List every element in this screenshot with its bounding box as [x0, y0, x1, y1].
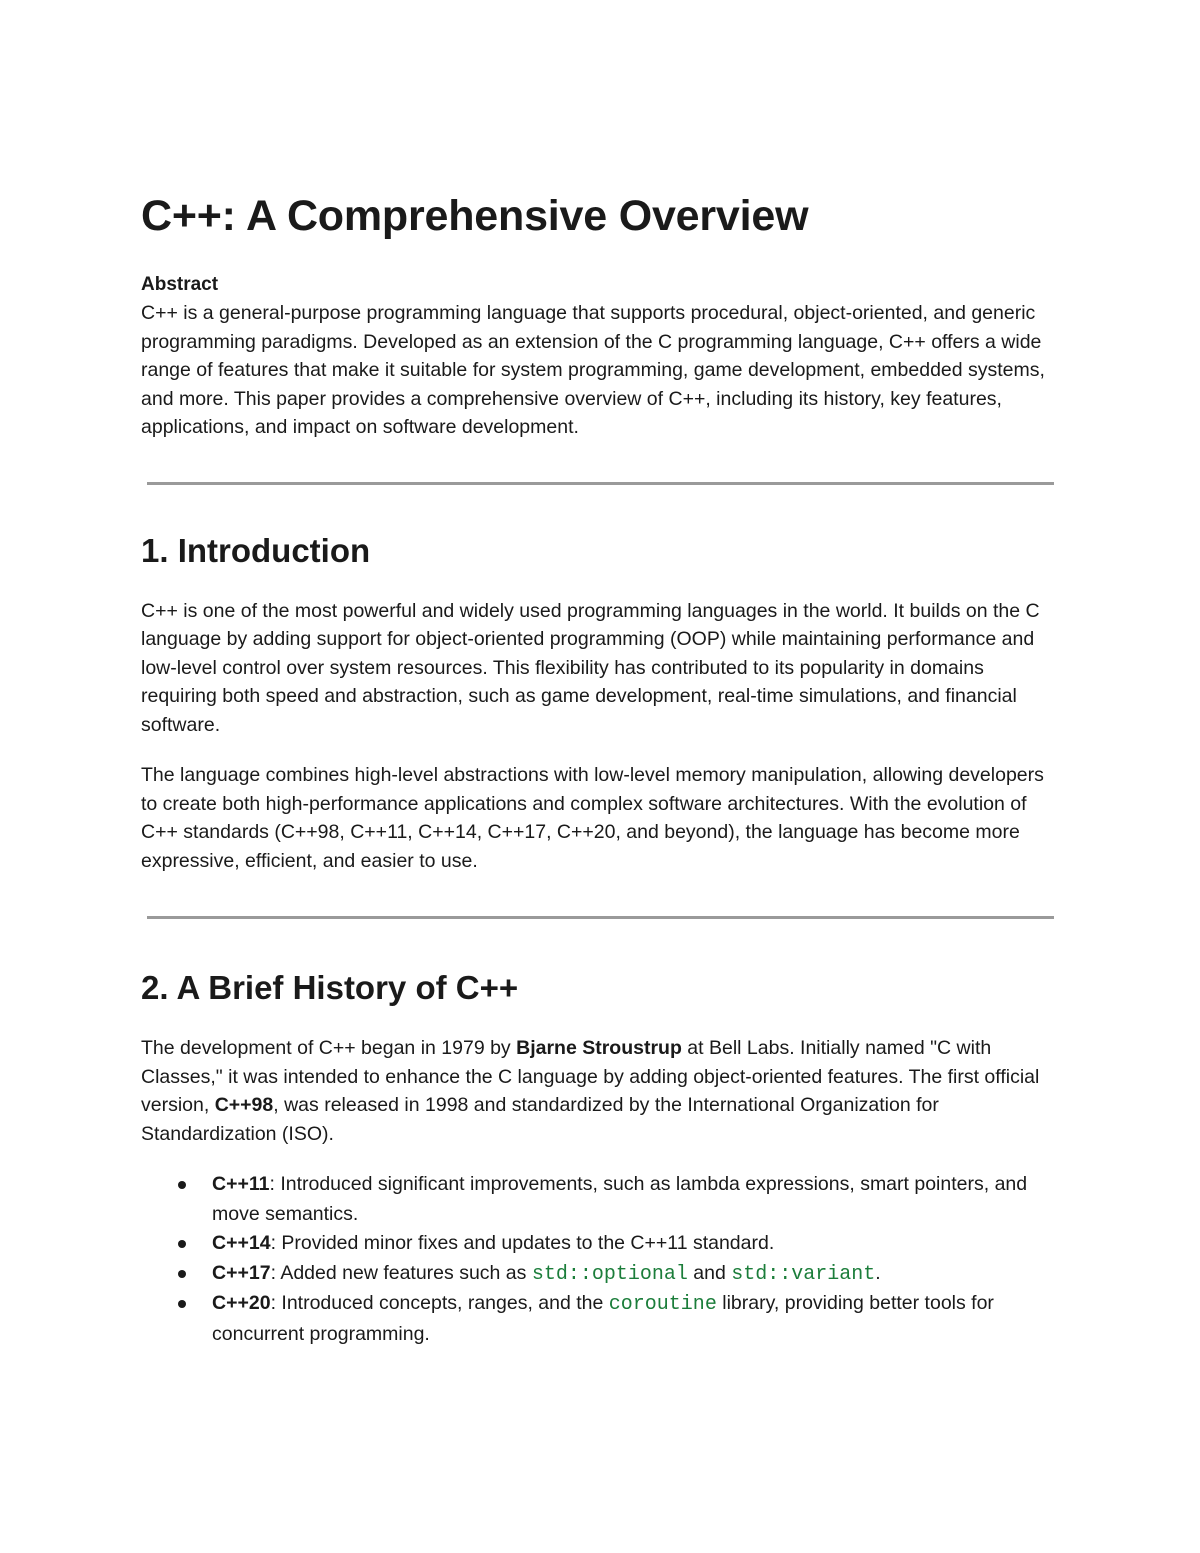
- list-item: [141, 1170, 1061, 1229]
- divider: [147, 916, 1054, 919]
- version-description: .: [875, 1261, 881, 1284]
- version-name: C++17: [212, 1261, 271, 1284]
- introduction-paragraph-1: C++ is one of the most powerful and widely used programming languages in the world. It builds on the C language by adding support for object-oriented programming (OOP) while maintaining performance and low-level control over system resources. This flexibility has contributed to its popularity in domains requiring both speed and abstraction, such as game development, real-time simulations, and financial software.: [141, 599, 1040, 736]
- version-description: : Added new features such as: [270, 1261, 532, 1284]
- abstract-label: Abstract: [141, 274, 219, 295]
- introduction-heading: 1. Introduction: [141, 531, 371, 569]
- code-snippet: std::variant: [731, 1262, 876, 1286]
- page-title: C++: A Comprehensive Overview: [141, 192, 809, 240]
- bullet-icon: [178, 1300, 186, 1308]
- history-text: , was released in 1998 and standardized by the International Organization for Standardization (ISO).: [141, 1094, 939, 1145]
- list-item: [141, 1289, 1061, 1349]
- history-text: The development of C++ began in 1979 by: [141, 1037, 517, 1059]
- version-description: and: [687, 1261, 732, 1284]
- version-description: library, providing better tools for concurrent programming.: [212, 1292, 994, 1345]
- code-snippet: coroutine: [608, 1293, 717, 1316]
- bullet-icon: [178, 1240, 186, 1248]
- history-heading: 2. A Brief History of C++: [141, 969, 519, 1006]
- introduction-paragraph-2: The language combines high-level abstractions with low-level memory manipulation, allowing developers to create both high-performance applications and complex software architectures. With the evolution of C++ standards (C++98, C++11, C++14, C++17, C++20, and beyond), the language has become more expressive, efficient, and easier to use.: [141, 764, 1044, 872]
- bullet-icon: [178, 1270, 186, 1278]
- abstract-text: C++ is a general-purpose programming language that supports procedural, object-oriented, and generic programming paradigms. Developed as an extension of the C programming language, C++ offers a wide range of features that make it suitable for system programming, game development, embedded systems, and more. This paper provides a comprehensive overview of C++, including its history, key features, applications, and impact on software development.: [141, 302, 1045, 438]
- history-text: at Bell Labs. Initially named "C with Classes," it was intended to enhance the C language by adding object-oriented features. The first official version,: [141, 1037, 1040, 1116]
- version-description: : Provided minor fixes and updates to the C++11 standard.: [270, 1232, 775, 1254]
- history-paragraph: [141, 1034, 1061, 1148]
- divider: [147, 482, 1054, 485]
- version-name: C++11: [212, 1173, 270, 1195]
- version-name: C++14: [212, 1232, 271, 1254]
- version-description: : Introduced concepts, ranges, and the: [270, 1292, 609, 1314]
- code-snippet: std::optional: [531, 1262, 688, 1286]
- version-description: : Introduced significant improvements, such as lambda expressions, smart pointers, and move semantics.: [212, 1173, 1028, 1225]
- list-item: [141, 1229, 1061, 1259]
- version-list: [141, 1170, 1061, 1349]
- history-bold-name: Bjarne Stroustrup: [516, 1037, 682, 1059]
- list-item: [141, 1259, 1061, 1290]
- version-name: C++20: [212, 1292, 271, 1314]
- bullet-icon: [178, 1181, 186, 1189]
- history-bold-version: C++98: [214, 1094, 274, 1116]
